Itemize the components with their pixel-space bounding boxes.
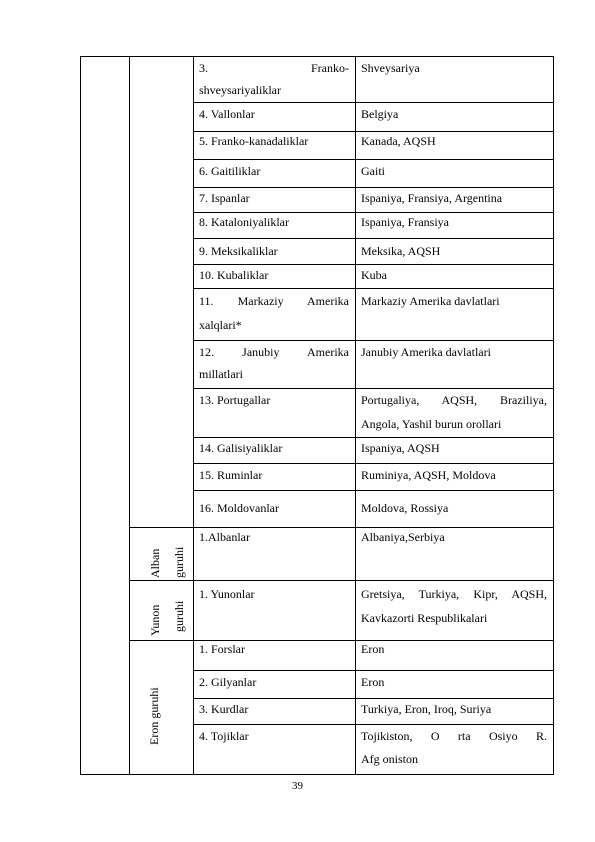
table-group-divider <box>129 580 554 581</box>
country-cell: Eron <box>361 642 385 656</box>
country-cell: Kavkazorti Respublikalari <box>361 611 488 625</box>
country-cell: Kuba <box>361 268 387 282</box>
people-cell: 15. Ruminlar <box>199 468 263 482</box>
group-label-yunon: Yunon <box>148 604 162 636</box>
country-cell: Albaniya,Serbiya <box>361 530 445 544</box>
people-cell: 11. Markaziy Amerika <box>199 294 349 308</box>
people-cell: 9. Meksikaliklar <box>199 244 278 258</box>
people-cell: 16. Moldovanlar <box>199 501 279 515</box>
people-cell: 4. Vallonlar <box>199 107 255 121</box>
people-cell: shveysariyaliklar <box>199 83 281 97</box>
people-cell: 14. Galisiyaliklar <box>199 441 283 455</box>
country-cell: Afg oniston <box>361 752 418 766</box>
table-row-divider <box>193 490 554 491</box>
country-cell: Kanada, AQSH <box>361 134 436 148</box>
people-cell: 8. Kataloniyaliklar <box>199 215 289 229</box>
group-label-yunon: guruhi <box>172 600 186 632</box>
table-col-divider <box>355 56 356 775</box>
table-border-left <box>80 56 81 775</box>
page-number: 39 <box>292 780 303 792</box>
country-cell: Meksika, AQSH <box>361 244 441 258</box>
people-cell: 1.Albanlar <box>199 530 250 544</box>
country-cell: Belgiya <box>361 107 399 121</box>
people-cell: 6. Gaitiliklar <box>199 164 261 178</box>
people-cell: 7. Ispanlar <box>199 191 250 205</box>
people-cell: millatlari <box>199 367 243 381</box>
country-cell: Markaziy Amerika davlatlari <box>361 294 500 308</box>
country-cell: Tojikiston, O rta Osiyo R. <box>361 729 547 743</box>
table-border-bottom <box>80 774 554 775</box>
people-cell: 1. Yunonlar <box>199 587 255 601</box>
country-cell: Janubiy Amerika davlatlari <box>361 345 491 359</box>
people-cell: 10. Kubaliklar <box>199 268 269 282</box>
group-label-alban: guruhi <box>172 546 186 578</box>
people-cell: 3. Franko- <box>199 61 349 75</box>
table-border-right <box>553 56 554 775</box>
country-cell: Turkiya, Eron, Iroq, Suriya <box>361 702 492 716</box>
table-col-divider <box>129 56 130 775</box>
country-cell: Gretsiya, Turkiya, Kipr, AQSH, <box>361 587 547 601</box>
people-cell: 1. Forslar <box>199 642 245 656</box>
group-label-alban: Alban <box>148 548 162 578</box>
country-cell: Ispaniya, Fransiya <box>361 215 449 229</box>
country-cell: Eron <box>361 675 385 689</box>
country-cell: Ispaniya, Fransiya, Argentina <box>361 191 503 205</box>
people-cell: 12. Janubiy Amerika <box>199 345 349 359</box>
people-cell: 2. Gilyanlar <box>199 675 257 689</box>
country-cell: Angola, Yashil burun orollari <box>361 417 502 431</box>
country-cell: Portugaliya, AQSH, Braziliya, <box>361 393 547 407</box>
country-cell: Gaiti <box>361 164 385 178</box>
people-cell: 13. Portugallar <box>199 393 271 407</box>
people-cell: 3. Kurdlar <box>199 702 249 716</box>
country-cell: Moldova, Rossiya <box>361 501 449 515</box>
people-cell: 5. Franko-kanadaliklar <box>199 134 309 148</box>
country-cell: Shveysariya <box>361 61 420 75</box>
people-cell: xalqlari* <box>199 318 242 332</box>
country-cell: Ruminiya, AQSH, Moldova <box>361 468 496 482</box>
people-cell: 4. Tojiklar <box>199 729 249 743</box>
group-label-eron: Eron guruhi <box>147 687 161 745</box>
table-col-divider <box>193 56 194 775</box>
country-cell: Ispaniya, AQSH <box>361 441 440 455</box>
